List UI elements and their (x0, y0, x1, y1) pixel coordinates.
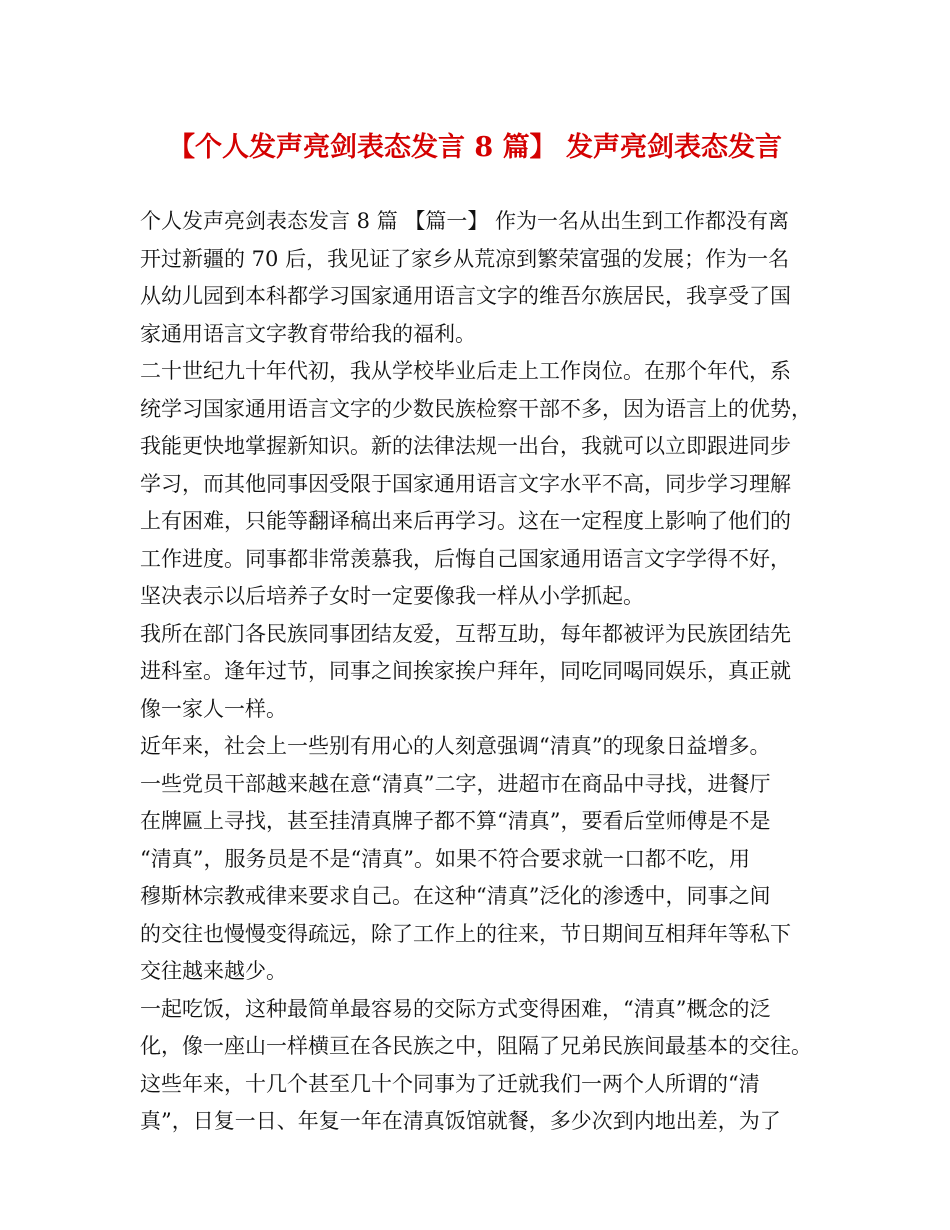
text-line: 一些党员干部越来越在意“清真”二字，进超市在商品中寻找，进餐厅 (140, 771, 771, 796)
text-line: 个人发声亮剑表态发言 8 篇 【篇一】 作为一名从出生到工作都没有离 (140, 209, 790, 233)
text-line: 的交往也慢慢变得疏远，除了工作上的往来，节日期间互相拜年等私下 (140, 921, 791, 946)
paragraph (140, 616, 840, 729)
text-line: 一起吃饭，这种最简单最容易的交际方式变得困难，“清真”概念的泛 (140, 996, 771, 1021)
paragraph (140, 203, 840, 353)
text-line: “清真”，服务员是不是“清真”。如果不符合要求就一口都不吃，用 (140, 846, 750, 871)
text-line: 工作进度。同事都非常羡慕我，后悔自己国家通用语言文字学得不好， (140, 546, 791, 571)
text-line: 近年来，社会上一些别有用心的人刻意强调“清真”的现象日益增多。 (140, 734, 771, 758)
text-line: 这些年来，十几个甚至几十个同事为了迁就我们一两个人所谓的“清 (140, 1071, 760, 1096)
text-line: 开过新疆的 70 后，我见证了家乡从荒凉到繁荣富强的发展；作为一名 (140, 246, 790, 271)
text-line: 进科室。逢年过节，同事之间挨家挨户拜年，同吃同喝同娱乐，真正就 (140, 659, 791, 683)
text-line: 交往越来越少。 (140, 959, 287, 983)
text-line: 在牌匾上寻找，甚至挂清真牌子都不算“清真”，要看后堂师傅是不是 (140, 809, 771, 833)
text-line: 统学习国家通用语言文字的少数民族检察干部不多，因为语言上的优势， (140, 396, 812, 421)
text-line: 我能更快地掌握新知识。新的法律法规一出台，我就可以立即跟进同步 (140, 434, 791, 458)
text-line: 从幼儿园到本科都学习国家通用语言文字的维吾尔族居民，我享受了国 (140, 284, 791, 308)
text-line: 穆斯林宗教戒律来要求自己。在这种“清真”泛化的渗透中，同事之间 (140, 884, 771, 908)
text-line: 化，像一座山一样横亘在各民族之中，阻隔了兄弟民族间最基本的交往。 (140, 1034, 812, 1058)
document-title: 【个人发声亮剑表态发言 8 篇】 发声亮剑表态发言 (168, 132, 782, 163)
text-line: 坚决表示以后培养子女时一定要像我一样从小学抓起。 (140, 584, 644, 608)
text-line: 真”，日复一日、年复一年在清真饭馆就餐，多少次到内地出差，为了 (140, 1109, 781, 1133)
text-line: 像一家人一样。 (140, 696, 287, 721)
document-body (140, 203, 840, 1141)
text-line: 学习，而其他同事因受限于国家通用语言文字水平不高，同步学习理解 (140, 471, 791, 496)
text-line: 家通用语言文字教育带给我的福利。 (140, 321, 476, 346)
paragraph (140, 991, 840, 1141)
text-line: 上有困难，只能等翻译稿出来后再学习。这在一定程度上影响了他们的 (140, 509, 791, 533)
text-line: 二十世纪九十年代初，我从学校毕业后走上工作岗位。在那个年代，系 (140, 359, 791, 383)
paragraph (140, 353, 840, 616)
paragraph (140, 728, 840, 991)
text-line: 我所在部门各民族同事团结友爱，互帮互助，每年都被评为民族团结先 (140, 621, 791, 646)
